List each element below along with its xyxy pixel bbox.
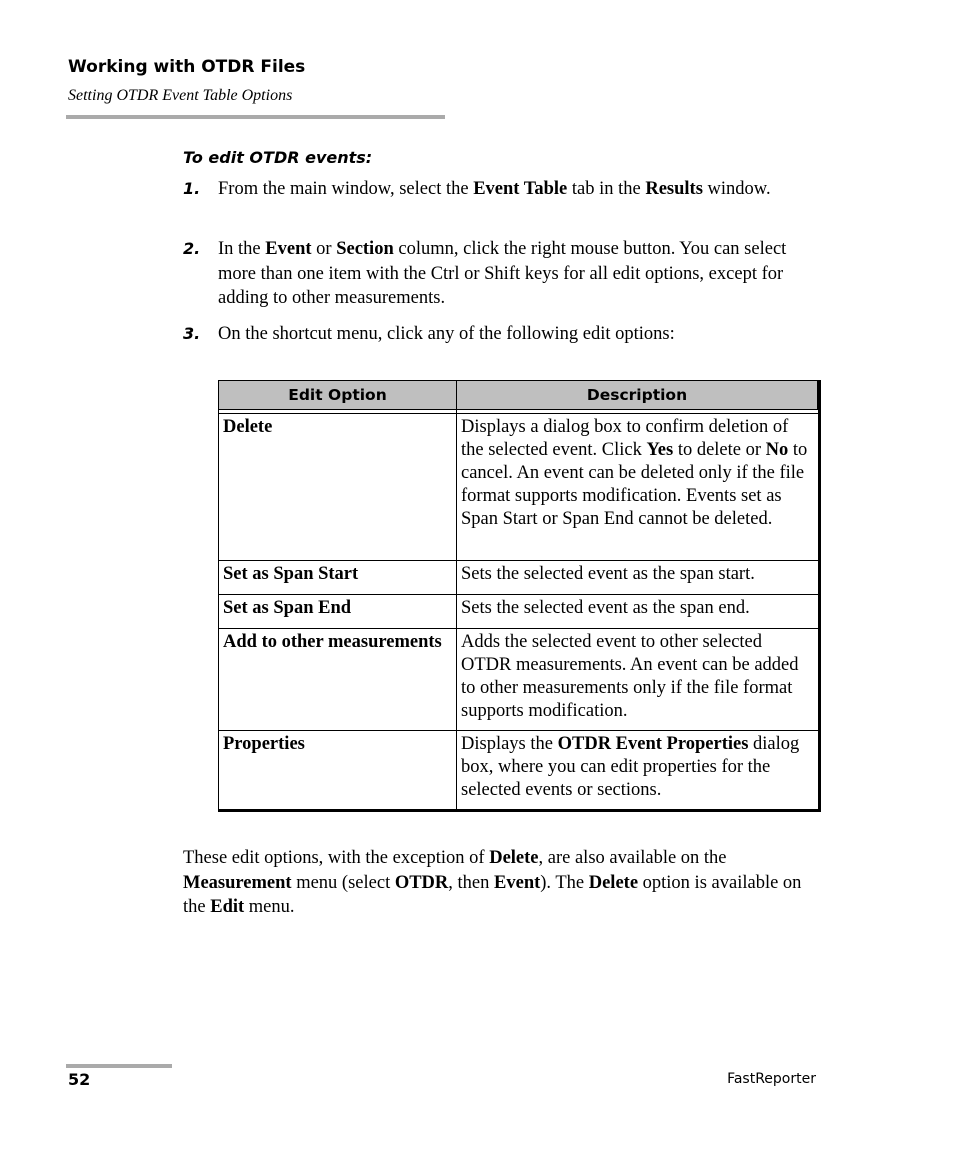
table-row-option: Properties: [218, 731, 456, 809]
table-row-option: Delete: [218, 414, 456, 561]
step-text: On the shortcut menu, click any of the following edit options:: [218, 324, 675, 344]
table-row-description: Displays a dialog box to confirm deletion of the selected event. Click Yes to delete or No to cancel. An event can be deleted only if the file format supports modification. Events set as Span Start or Span End cannot be deleted.: [456, 414, 818, 561]
step-3: [183, 322, 823, 347]
running-header-subtitle: Setting OTDR Event Table Options: [68, 87, 293, 104]
running-header-title: Working with OTDR Files: [68, 57, 306, 77]
table-header-option: Edit Option: [218, 380, 457, 410]
table-row-option: Set as Span Start: [218, 561, 456, 595]
step-text: From the main window, select the Event Table tab in the Results window.: [218, 179, 771, 199]
procedure-title: To edit OTDR events:: [183, 148, 373, 167]
note-paragraph: These edit options, with the exception of Delete, are also available on the Measurement menu (select OTDR, then Event). The Delete option is available on the Edit menu.: [183, 848, 802, 917]
footer-rule: [66, 1064, 172, 1068]
table-row-option: Set as Span End: [218, 595, 456, 629]
step-text: In the Event or Section column, click the right mouse button. You can select more than one item with the Ctrl or Shift keys for all edit options, except for adding to other measurements.: [218, 239, 787, 308]
step-1: [183, 177, 823, 202]
footer-product-name: FastReporter: [727, 1071, 816, 1087]
table-row-description: Displays the OTDR Event Properties dialog box, where you can edit properties for the selected events or sections.: [456, 731, 818, 809]
table-header-description: Description: [456, 380, 818, 410]
step-number: 2.: [183, 239, 201, 258]
step-number: 1.: [183, 179, 201, 198]
header-rule: [66, 115, 445, 119]
table-row-description: Sets the selected event as the span end.: [456, 595, 818, 629]
step-number: 3.: [183, 324, 201, 343]
page-number: 52: [68, 1070, 91, 1089]
table-row-description: Adds the selected event to other selected OTDR measurements. An event can be added to other measurements only if the file format supports modification.: [456, 629, 818, 731]
step-2: [183, 237, 823, 311]
table-row-description: Sets the selected event as the span start.: [456, 561, 818, 595]
table-row-option: Add to other measurements: [218, 629, 456, 731]
